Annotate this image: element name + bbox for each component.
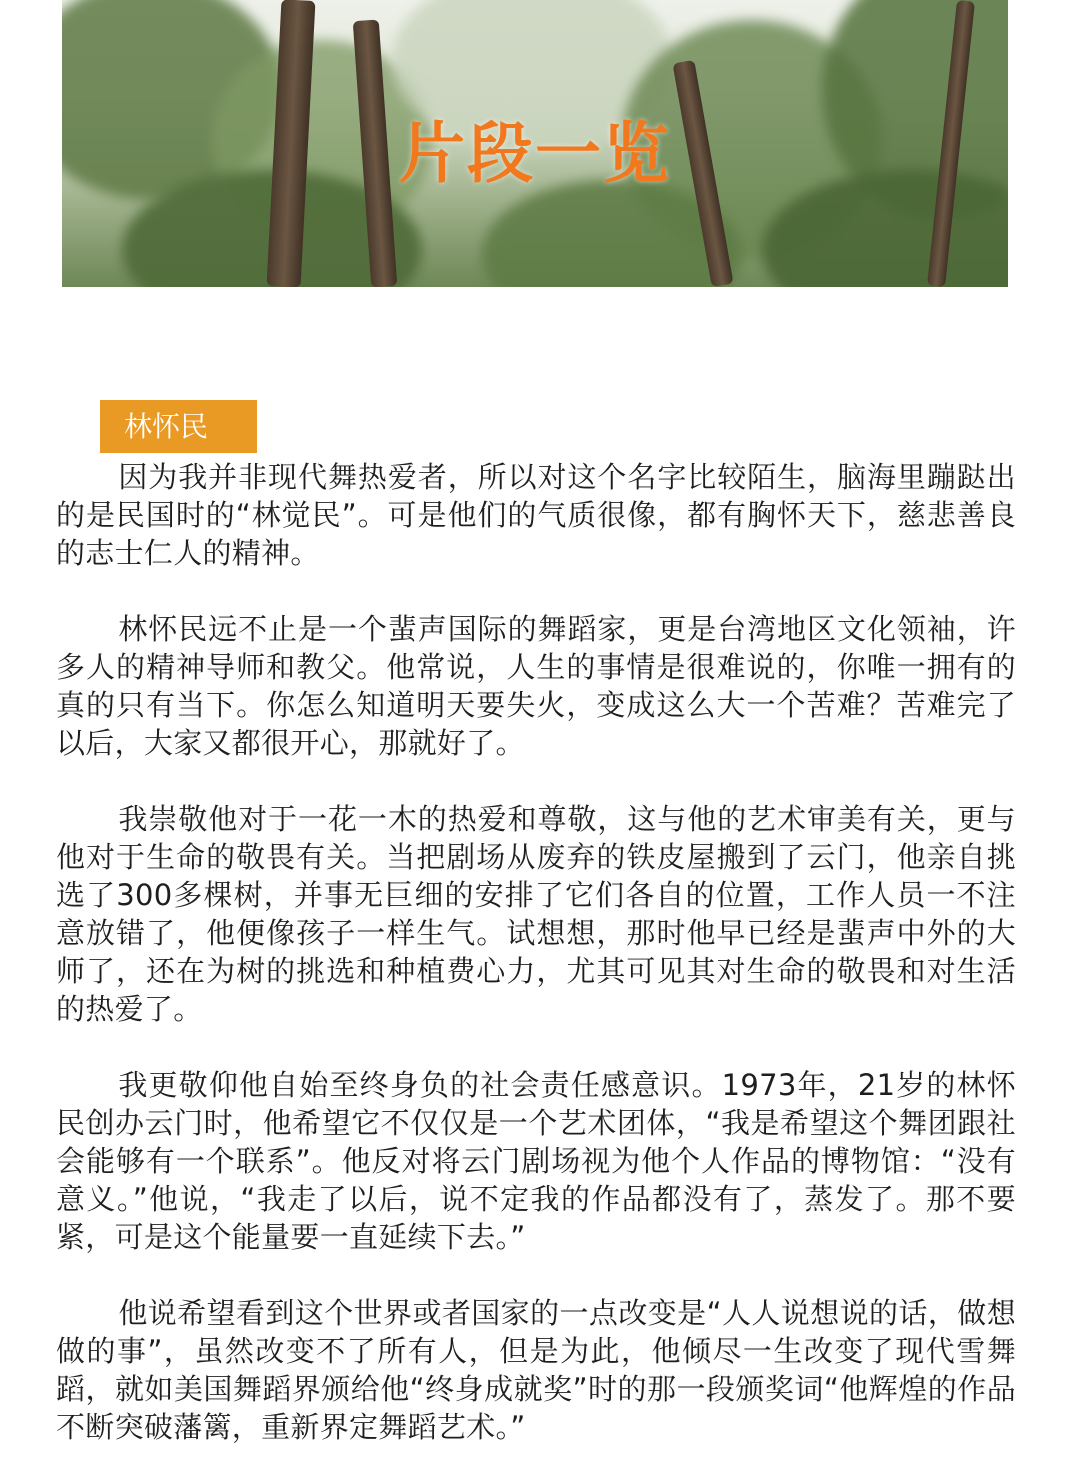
paragraph: 因为我并非现代舞热爱者，所以对这个名字比较陌生，脑海里蹦跶出的是民国时的“林觉民”。可是他们的气质很像，都有胸怀天下，慈悲善良的志士仁人的精神。 [56,460,1016,570]
paragraph: 我更敬仰他自始至终身负的社会责任感意识。1973年，21岁的林怀民创办云门时，他希望它不仅仅是一个艺术团体，“我是希望这个舞团跟社会能够有一个联系”。他反对将云门剧场视为他个人作品的博物馆：“没有意义。”他说，“我走了以后，说不定我的作品都没有了，蒸发了。那不要紧，可是这个能量要一直延续下去。” [56,1068,1016,1254]
section-name-tag: 林怀民 [100,400,257,453]
banner-title: 片段一览 [399,115,671,192]
paragraph: 我崇敬他对于一花一木的热爱和尊敬，这与他的艺术审美有关，更与他对于生命的敬畏有关。当把剧场从废弃的铁皮屋搬到了云门，他亲自挑选了300多棵树，并事无巨细的安排了它们各自的位置，工作人员一不注意放错了，他便像孩子一样生气。试想想，那时他早已经是蜚声中外的大师了，还在为树的挑选和种植费心力，尤其可见其对生命的敬畏和对生活的热爱了。 [56,802,1016,1026]
article-body [56,458,1016,1484]
paragraph: 林怀民远不止是一个蜚声国际的舞蹈家，更是台湾地区文化领袖，许多人的精神导师和教父。他常说，人生的事情是很难说的，你唯一拥有的真的只有当下。你怎么知道明天要失火，变成这么大一个苦难？苦难完了以后，大家又都很开心，那就好了。 [56,612,1016,760]
header-banner-image [62,0,1008,287]
paragraph: 他说希望看到这个世界或者国家的一点改变是“人人说想说的话，做想做的事”，虽然改变不了所有人，但是为此，他倾尽一生改变了现代雪舞蹈，就如美国舞蹈界颁给他“终身成就奖”时的那一段颁奖词“他辉煌的作品不断突破藩篱，重新界定舞蹈艺术。” [56,1296,1016,1444]
